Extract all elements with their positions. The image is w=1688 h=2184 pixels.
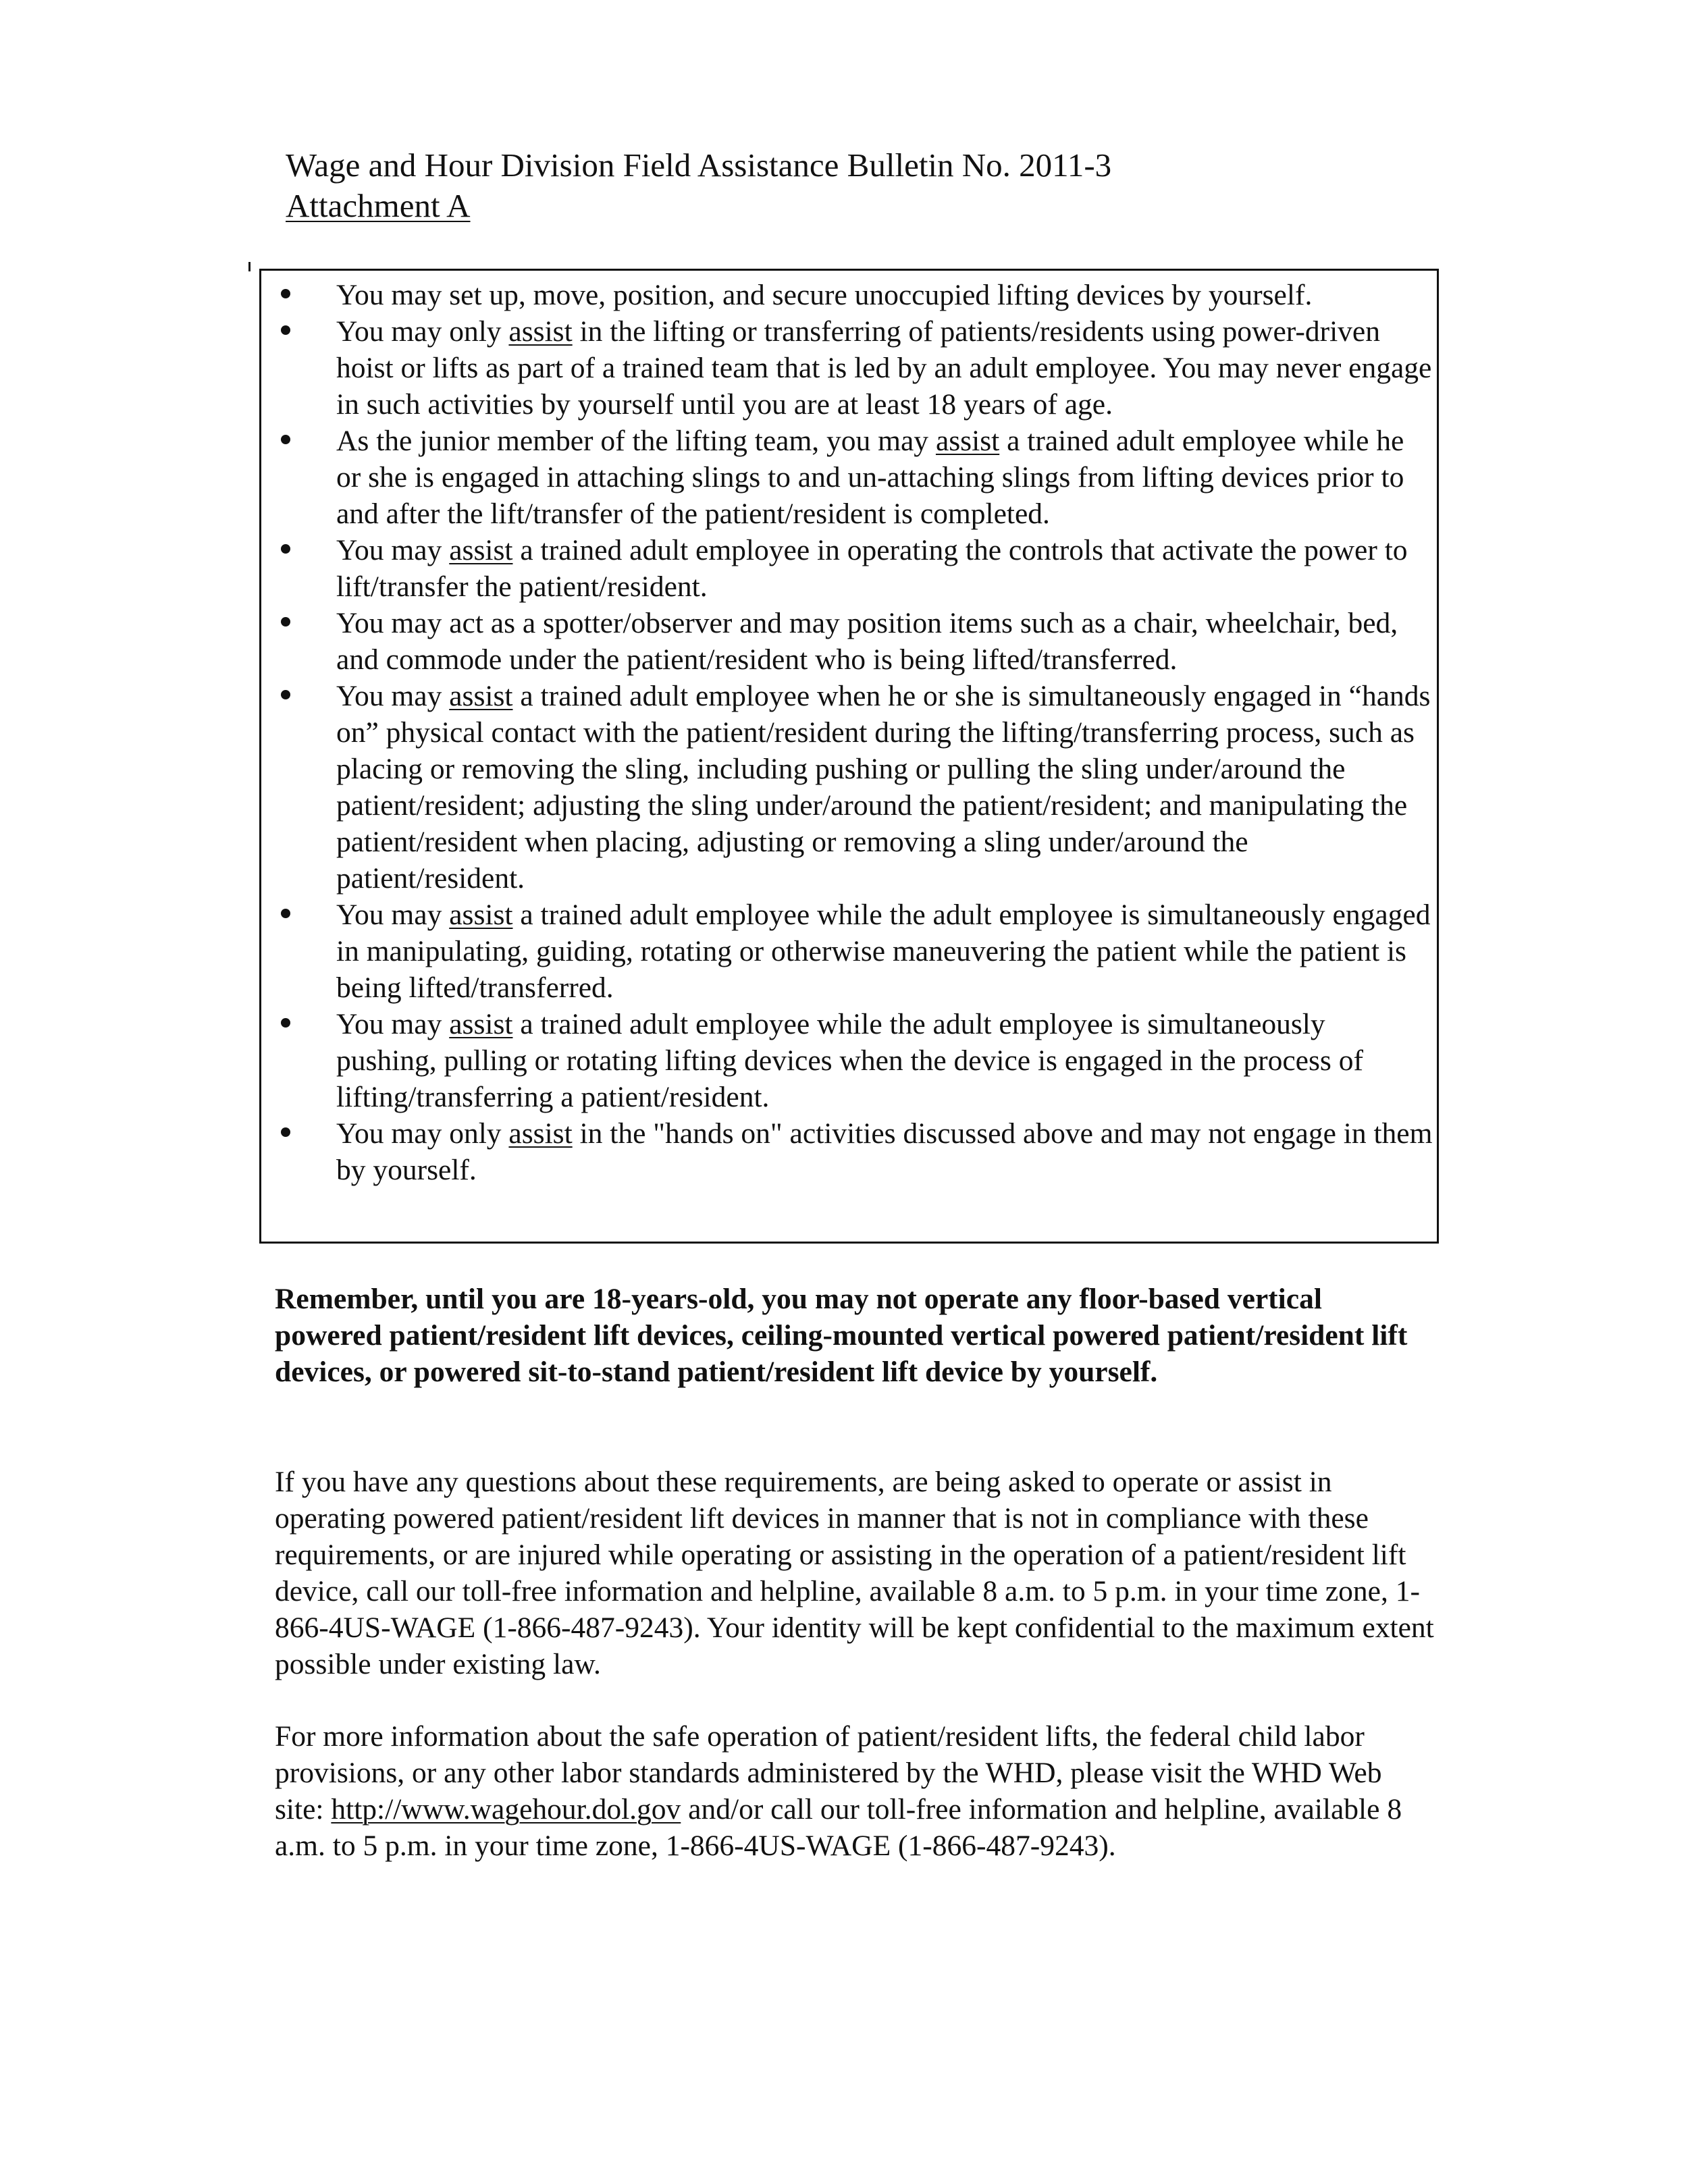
- bullet-icon: [281, 435, 290, 444]
- remember-notice: Remember, until you are 18-years-old, you may not operate any floor-based vertical powered patient/resident lift devices, ceiling-mounted vertical powered patient/resident lift devices, or powered sit-to-stand patient/resident lift device by yourself.: [275, 1283, 1408, 1388]
- bullet-icon: [281, 617, 290, 627]
- list-item-text: You may act as a spotter/observer and may position items such as a chair, wheelchair, bed, and commode under the patient/resident who is being lifted/transferred.: [336, 607, 1398, 676]
- list-item-text: You may assist a trained adult employee in operating the controls that activate the power to lift/transfer the patient/resident.: [336, 534, 1408, 603]
- list-item: [271, 532, 1433, 605]
- list-item-text: You may set up, move, position, and secure unoccupied lifting devices by yourself.: [336, 279, 1313, 311]
- list-item-text: You may assist a trained adult employee when he or she is simultaneously engaged in “hands on” physical contact with the patient/resident during the lifting/transferring process, such as placing or removing the sling, including pushing or pulling the sling under/around the patient/resident; adjusting the sling under/around the patient/resident; and manipulating the patient/resident when placing, adjusting or removing a sling under/around the patient/resident.: [336, 680, 1431, 895]
- bullet-icon: [281, 690, 290, 699]
- list-item-text: You may assist a trained adult employee while the adult employee is simultaneously engaged in manipulating, guiding, rotating or otherwise maneuvering the patient while the patient is being lifted/transferred.: [336, 899, 1431, 1004]
- attachment-label: Attachment A: [286, 187, 471, 224]
- list-item-text: As the junior member of the lifting team, you may assist a trained adult employee while he or she is engaged in attaching slings to and un-attaching slings from lifting devices prior to and after the lift/transfer of the patient/resident is completed.: [336, 425, 1404, 530]
- bullet-icon: [281, 325, 290, 335]
- list-item: [271, 423, 1433, 532]
- bullet-icon: [281, 909, 290, 918]
- list-item: [271, 277, 1433, 313]
- list-item: [271, 1115, 1433, 1188]
- list-item: [271, 897, 1433, 1006]
- bullet-icon: [281, 1018, 290, 1028]
- bullet-icon: [281, 544, 290, 554]
- list-item: [271, 678, 1433, 897]
- document-header: [286, 145, 1111, 226]
- scan-mark: [248, 262, 250, 271]
- helpline-paragraph: If you have any questions about these requirements, are being asked to operate or assist in operating powered patient/resident lift devices in manner that is not in compliance with these requirements, or are injured while operating or assisting in the operation of a patient/resident lift device, call our toll-free information and helpline, available 8 a.m. to 5 p.m. in your time zone, 1-866-4US-WAGE (1-866-487-9243). Your identity will be kept confidential to the maximum extent possible under existing law.: [275, 1466, 1434, 1680]
- list-item: [271, 605, 1433, 678]
- bullet-icon: [281, 289, 290, 298]
- more-info-paragraph: For more information about the safe operation of patient/resident lifts, the federal child labor provisions, or any other labor standards administered by the WHD, please visit the WHD Web site: http://www.wagehour.dol.gov and/or call our toll-free information and helpline, available 8 a.m. to 5 p.m. in your time zone, 1-866-4US-WAGE (1-866-487-9243).: [275, 1720, 1402, 1862]
- list-item-text: You may only assist in the "hands on" activities discussed above and may not engage in them by yourself.: [336, 1117, 1433, 1186]
- rules-list: [271, 277, 1433, 1188]
- list-item-text: You may assist a trained adult employee while the adult employee is simultaneously pushing, pulling or rotating lifting devices when the device is engaged in the process of lifting/transferring a patient/resident.: [336, 1008, 1363, 1113]
- list-item-text: You may only assist in the lifting or transferring of patients/residents using power-driven hoist or lifts as part of a trained team that is led by an adult employee. You may never engage in such activities by yourself until you are at least 18 years of age.: [336, 315, 1432, 421]
- bulletin-title: Wage and Hour Division Field Assistance Bulletin No. 2011-3: [286, 147, 1112, 184]
- list-item: [271, 1006, 1433, 1115]
- whd-website-link[interactable]: http://www.wagehour.dol.gov: [331, 1793, 681, 1826]
- bullet-icon: [281, 1127, 290, 1137]
- list-item: [271, 313, 1433, 423]
